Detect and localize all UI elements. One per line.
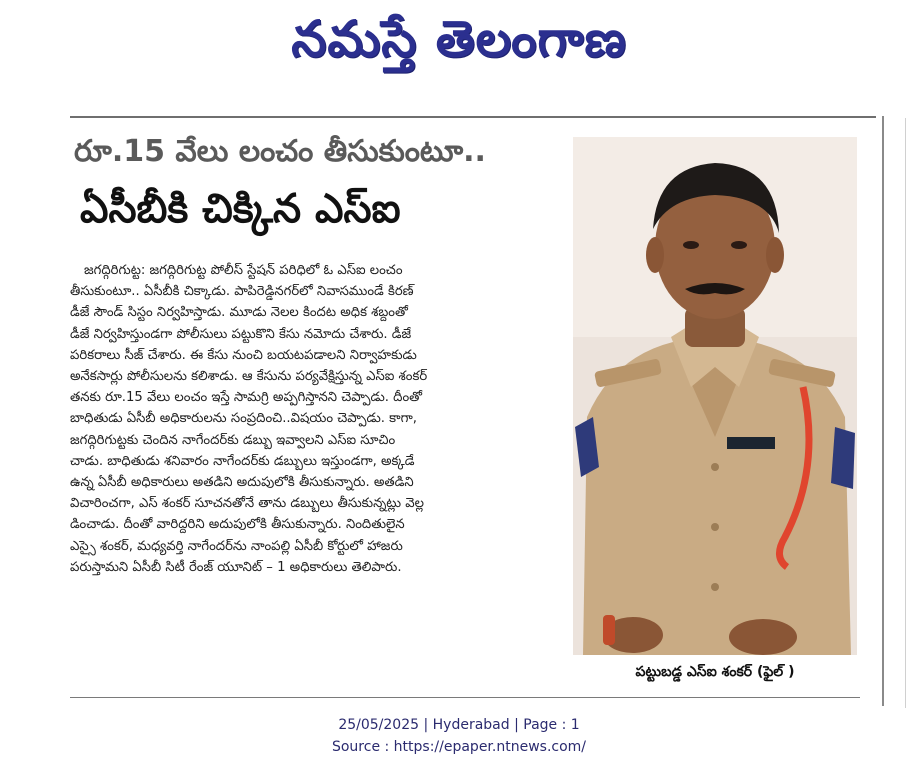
clip-border-bottom [70, 697, 860, 698]
body-line: డించాడు. దీంతో వారిద్దరిని అదుపులోకి తీసుకున్నారు. నిందితులైన [70, 517, 405, 533]
body-line: విచారించగా, ఎస్ శంకర్ సూచనతోనే తాను డబ్బులు తీసుకున్నట్లు వెల్ల [70, 496, 424, 512]
edition-info: 25/05/2025 | Hyderabad | Page : 1 [338, 717, 580, 733]
body-line: జగద్గిరిగుట్ట: జగద్గిరిగుట్ట పోలీస్ స్టేషన్ పరిధిలో ఓ ఎస్ఐ లంచం [84, 263, 403, 278]
clip-border-top [70, 116, 876, 118]
body-line: పరికరాలు సీజ్ చేశారు. ఈ కేసు నుంచి బయటపడాలని నిర్వాహకుడు [70, 347, 417, 363]
body-line: డీజే నిర్వహిస్తుండగా పోలీసులు పట్టుకొని కేసు నమోదు చేశారు. డీజే [70, 326, 412, 342]
body-line: ఉన్న ఏసీబీ అధికారులు అతడిని అదుపులోకి తీసుకున్నారు. అతడిని [70, 475, 414, 491]
page-footer [0, 714, 918, 774]
body-line: అనేకసార్లు పోలీసులను కలిశాడు. ఆ కేసును పర్యవేక్షిస్తున్న ఎస్ఐ శంకర్ [70, 369, 428, 385]
newspaper-masthead [0, 0, 918, 90]
article-body [70, 260, 562, 692]
officer-photo [573, 137, 857, 655]
photo-caption: పట్టుబడ్డ ఎస్ఐ శంకర్ (ఫైల్ ) [635, 664, 795, 680]
masthead-title: నమస్తే తెలంగాణ [291, 9, 627, 68]
source-link[interactable]: Source : https://epaper.ntnews.com/ [331, 739, 587, 755]
body-line: చాడు. బాధితుడు శనివారం నాగేందర్‌కు డబ్బులు ఇస్తుండగా, అక్కడే [70, 453, 415, 469]
article-headline: ఏసీబీకి చిక్కిన ఎస్ఐ [80, 186, 401, 232]
body-line: తనకు రూ.15 వేలు లంచం ఇస్తే సామగ్రి అప్పగిస్తానని చెప్పాడు. దీంతో [70, 390, 423, 406]
adjacent-column-rule [905, 118, 906, 708]
body-line: బాధితుడు ఏసీబీ అధికారులను సంప్రదించి..విషయం చెప్పాడు. కాగా, [70, 411, 417, 427]
body-line: తీసుకుంటూ.. ఏసీబీకి చిక్కాడు. పాపిరెడ్డినగర్‌లో నివాసముండే కిరణ్ [70, 284, 414, 300]
body-line: డీజే సౌండ్ సిస్టం నిర్వహిస్తాడు. మూడు నెలల కిందట అధిక శబ్దంతో [70, 305, 408, 321]
article-kicker: రూ.15 వేలు లంచం తీసుకుంటూ.. [74, 134, 486, 169]
body-line: ఎస్సై శంకర్, మధ్యవర్తి నాగేందర్‌ను నాంపల్లి ఏసీబీ కోర్టులో హాజరు [70, 538, 403, 554]
clip-border-right [882, 116, 884, 706]
body-line: జగద్గిరిగుట్టకు చెందిన నాగేందర్‌కు డబ్బు ఇవ్వాలని ఎస్ఐ సూచిం [70, 432, 396, 448]
body-line: పరుస్తామని ఏసీబీ సిటీ రేంజ్ యూనిట్ – 1 అధికారులు తెలిపారు. [70, 559, 402, 575]
